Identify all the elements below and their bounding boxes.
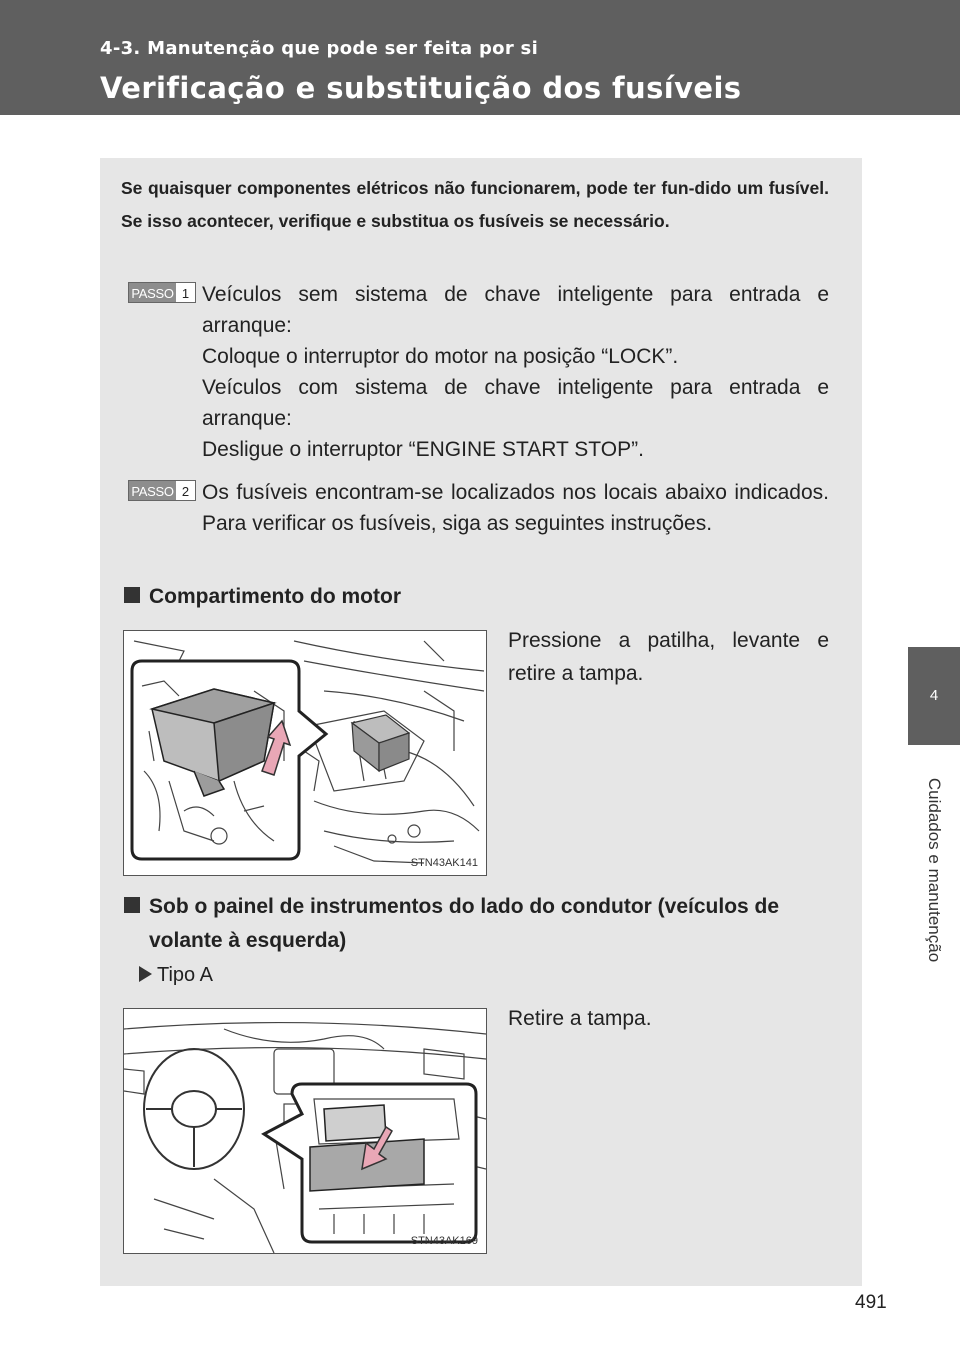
engine-instruction: Pressione a patilha, levante e retire a tampa. bbox=[508, 629, 829, 685]
step-1-text bbox=[202, 279, 829, 465]
type-label bbox=[139, 960, 213, 990]
figure-code: STN43AK141 bbox=[410, 857, 478, 869]
step-1-badge bbox=[128, 282, 196, 303]
section-heading-text: Sob o painel de instrumentos do lado do condutor (veículos de volante à esquerda) bbox=[149, 895, 780, 952]
page-number: 491 bbox=[855, 1292, 887, 1313]
bullet-square-icon bbox=[124, 587, 140, 603]
page-title: Verificação e substituição dos fusíveis bbox=[100, 71, 742, 105]
section-label: 4-3. Manutenção que pode ser feita por si bbox=[100, 38, 539, 59]
step-badge-number: 1 bbox=[181, 286, 190, 301]
step-1-paragraph: Desligue o interruptor “ENGINE START STOP”. bbox=[202, 438, 644, 461]
section-heading-dashboard bbox=[124, 890, 830, 958]
intro-text: Se quaisquer componentes elétricos não funcionarem, pode ter fun-dido um fusível. Se isso acontecer, verifique e substitua os fusíveis se necessário. bbox=[121, 178, 829, 231]
section-heading-text: Compartimento do motor bbox=[149, 585, 401, 608]
triangle-bullet-icon bbox=[139, 966, 152, 982]
page-header bbox=[0, 0, 960, 115]
chapter-number: 4 bbox=[929, 687, 939, 704]
step-1-paragraph: Veículos com sistema de chave inteligente para entrada e arranque: bbox=[202, 376, 829, 430]
step-badge-word: PASSO bbox=[129, 481, 176, 500]
step-1-paragraph: Veículos sem sistema de chave inteligente para entrada e arranque: bbox=[202, 283, 829, 337]
figure-code: STN43AK169 bbox=[410, 1235, 478, 1247]
step-1-paragraph: Coloque o interruptor do motor na posição “LOCK”. bbox=[202, 345, 679, 368]
engine-compartment-illustration bbox=[123, 630, 487, 876]
step-badge-word: PASSO bbox=[129, 283, 176, 302]
dashboard-instruction: Retire a tampa. bbox=[508, 1007, 652, 1030]
chapter-label: Cuidados e manutenção bbox=[925, 777, 944, 963]
dashboard-drawing-icon bbox=[124, 1009, 486, 1253]
engine-bay-drawing-icon bbox=[124, 631, 486, 875]
step-badge-number: 2 bbox=[181, 484, 190, 499]
section-heading-engine bbox=[124, 580, 401, 614]
dashboard-illustration bbox=[123, 1008, 487, 1254]
bullet-square-icon bbox=[124, 897, 140, 913]
type-label-text: Tipo A bbox=[157, 964, 213, 986]
step-2-badge bbox=[128, 480, 196, 501]
step-2-text bbox=[202, 477, 829, 539]
chapter-tab[interactable] bbox=[908, 647, 960, 745]
step-2-paragraph: Os fusíveis encontram-se localizados nos locais abaixo indicados. Para verificar os fusíveis, siga as seguintes instruções. bbox=[202, 481, 829, 535]
